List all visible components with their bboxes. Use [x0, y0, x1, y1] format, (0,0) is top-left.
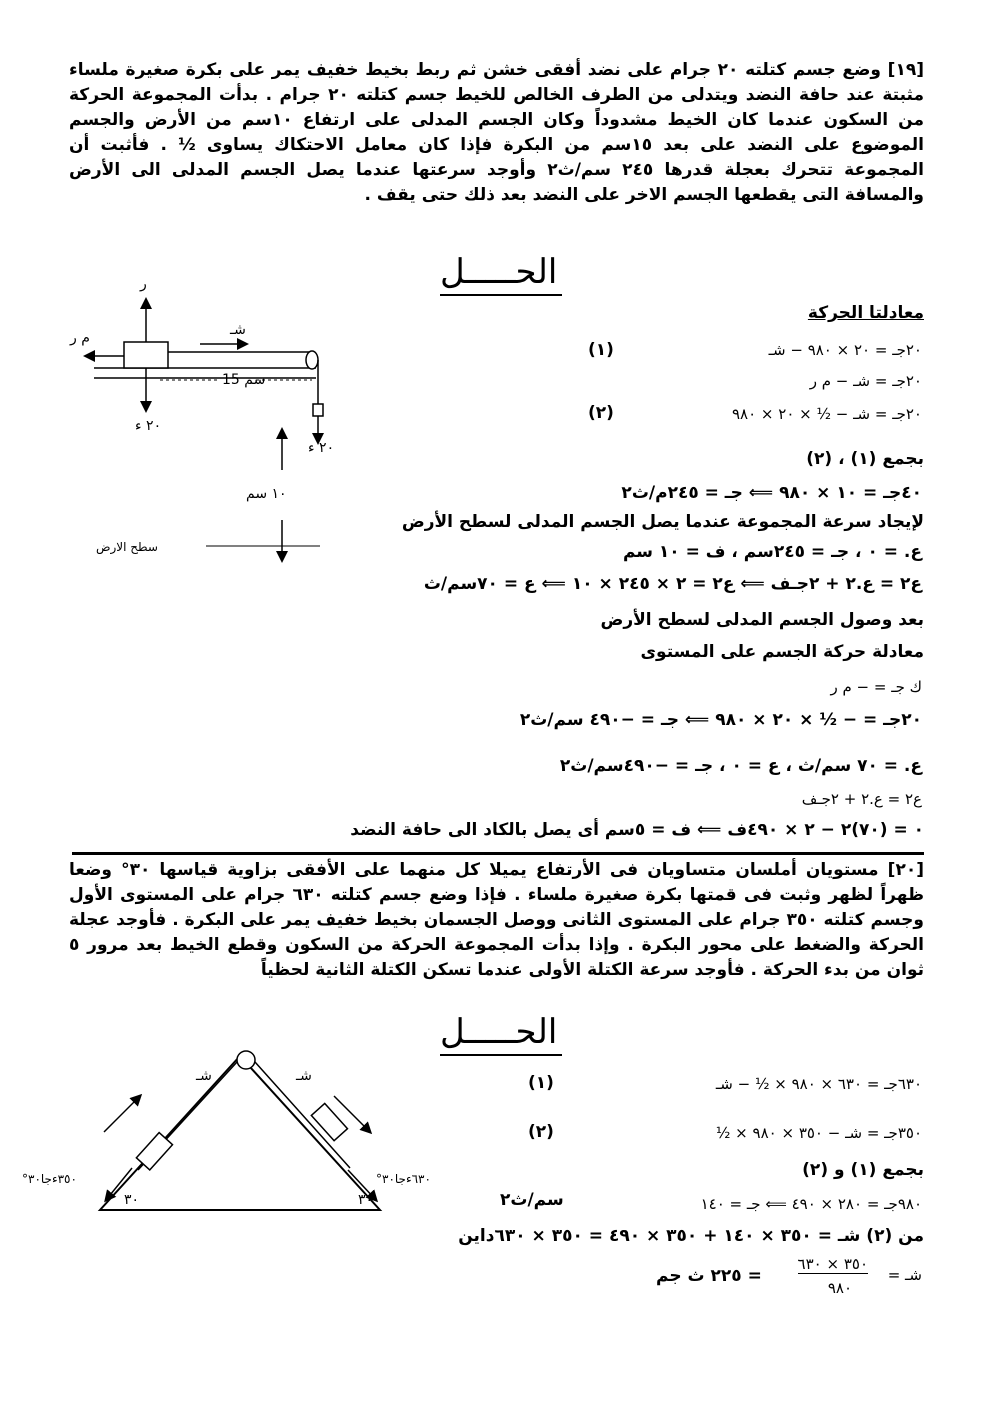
- label-tension-left: شـ: [196, 1068, 212, 1084]
- solution-title-19: الحـــــل: [440, 252, 558, 292]
- equation-2-number: (٢): [588, 403, 614, 423]
- left-motion-arrow: [104, 1096, 140, 1132]
- acceleration-result: ٤٠جـ = ١٠ × ٩٨٠ ⟸ جـ = ٢٤٥م/ث٢: [621, 483, 922, 503]
- equation-2: ٢٠جـ = شـ − ½ × ٢٠ × ٩٨٠: [731, 405, 922, 423]
- final-numerator: ٣٥٠ × ٦٣٠: [797, 1255, 868, 1273]
- incline-equation-2: ٣٥٠جـ = شـ − ٣٥٠ × ٩٨٠ × ½: [715, 1124, 922, 1142]
- incline-equation-1: ٦٣٠جـ = ٦٣٠ × ٩٨٠ × ½ − شـ: [715, 1075, 922, 1093]
- final-lhs: شـ =: [887, 1266, 922, 1284]
- problem-19-statement: [١٩] وضع جسم كتلته ٢٠ جرام على نضد أفقى خشن ثم ربط بخيط خفيف يمر على بكرة صغيرة ملساء مثبتة عند حافة النضد ويتدلى من الطرف الخالص للخيط جسم كتلته ٢٠ جرام . بدأت المجموعة الحركة من السكون عندما كان الخيط مشدوداً وكان الجسم المدلى على ارتفاع ١٠سم من الأرض والجسم الموضوع على النضد على بعد ١٥سم من البكرة فإذا كان معامل الاحتكاك يساوى ½ . فأثبت أن المجموعة تتحرك بعجلة قدرها ٢٤٥ سم/ث٢ وأوجد سرعتها عندما يصل الجسم المدلى الى الأرض والمسافة التى يقطعها الجسم الاخر على النضد بعد ذلك حتى يقف .: [69, 60, 924, 205]
- speed-calculation: ع٢ = ع.٢ + ٢جـف ⟸ ع٢ = ٢ × ٢٤٥ × ١٠ ⟸ ع = ٧٠سم/ث: [423, 574, 922, 594]
- label-hanging-weight: ٢٠ ء: [308, 440, 335, 456]
- plane-equation-1: ك جـ = − م ر: [830, 678, 922, 696]
- incline-acceleration: ٩٨٠جـ = ٢٨٠ × ٤٩٠ ⟸ جـ = ١٤٠: [700, 1195, 922, 1213]
- plane-given: ع. = ٧٠ سم/ث ، ع = ٠ ، جـ = −٤٩٠سم/ث٢: [559, 756, 922, 776]
- pulley-icon: [306, 351, 318, 369]
- label-tension-right: شـ: [296, 1068, 312, 1084]
- heading-equations: معادلتا الحركة: [807, 303, 924, 323]
- plane-motion-heading: معادلة حركة الجسم على المستوى: [640, 642, 924, 662]
- hanging-block: [313, 404, 323, 416]
- sum-heading: بجمع (١) ، (٢): [806, 449, 924, 469]
- label-table-weight: ٢٠ ء: [135, 418, 162, 434]
- label-weight-right: ٦٣٠ءجا٣٠°: [376, 1172, 431, 1186]
- given-values: ع. = ٠ ، جـ = ٢٤٥سم ، ف = ١٠ سم: [622, 542, 922, 562]
- tension-from-eq2: من (٢) شـ = ٣٥٠ × ١٤٠ + ٣٥٠ × ٤٩٠ = ٣٥٠ × ٦٣٠داين: [458, 1226, 924, 1246]
- label-height: ١٠ سم: [246, 486, 287, 502]
- equation-1-number: (١): [588, 340, 614, 360]
- after-landing-heading: بعد وصول الجسم المدلى لسطح الأرض: [600, 610, 924, 630]
- plane-equation-2: ٢٠جـ = − ½ × ٢٠ × ٩٨٠ ⟸ جـ = −٤٩٠ سم/ث٢: [519, 710, 922, 730]
- incline-equation-1-number: (١): [528, 1073, 554, 1093]
- equation-1b: ٢٠جـ = شـ − م ر: [809, 372, 922, 390]
- right-block: [311, 1103, 347, 1140]
- top-pulley-icon: [237, 1051, 255, 1069]
- solution-title-underline-20: [440, 1054, 562, 1056]
- speed-heading: لإيجاد سرعة المجموعة عندما يصل الجسم المدلى لسطح الأرض: [401, 512, 924, 532]
- label-normal: ر: [140, 276, 147, 292]
- distance-result: ٠ = (٧٠)٢ − ٢ × ٤٩٠ف ⟸ ف = ٥سم أى يصل بالكاد الى حافة النضد: [350, 820, 924, 840]
- label-friction: م ر: [70, 330, 90, 346]
- label-angle-left: ٣٠: [124, 1192, 140, 1208]
- incline-acceleration-unit: سم/ث٢: [500, 1190, 564, 1210]
- table-block: [124, 342, 168, 368]
- label-distance: 15 سم: [222, 372, 266, 388]
- incline-sum-heading: بجمع (١) و (٢): [802, 1160, 924, 1180]
- label-weight-left: ٣٥٠ءجا٣٠°: [22, 1172, 77, 1186]
- solution-title-underline: [440, 294, 562, 296]
- section-separator: [72, 852, 924, 855]
- table-pulley-figure: [60, 270, 360, 570]
- label-ground: سطح الارض: [96, 540, 158, 554]
- final-result: = ٢٢٥ ث جم: [656, 1266, 762, 1286]
- final-denominator: ٩٨٠: [827, 1279, 852, 1297]
- problem-20-statement: [٢٠] مستويان أملسان متساويان فى الأرتفاع يميلا كل منهما على الأفقى بزاوية قياسها ٣٠° وضعا ظهراً لظهر وثبت فى قمتها بكرة صغيرة ملساء . فإذا وضع جسم كتلته ٦٣٠ جرام على المستوى الأول وجسم كتلته ٣٥٠ جرام على المستوى الثانى ووصل الجسمان بخيط خفيف يمر على البكرة . فأوجد عجلة الحركة والضغط على محور البكرة . وإذا بدأت المجموعة الحركة من السكون وقطع الخيط بعد مرور ٥ ثوان من بدء الحركة . فأوجد سرعة الكتلة الأولى عندما تسكن الكتلة الثانية لحظياً: [69, 860, 924, 980]
- solution-title-20: الحـــــل: [440, 1012, 558, 1052]
- label-angle-right: ٣٠: [358, 1192, 374, 1208]
- label-tension: شـ: [230, 322, 246, 338]
- right-block-group: [311, 1103, 347, 1140]
- motion-law: ع٢ = ع.٢ + ٢جـف: [801, 790, 922, 808]
- incline-equation-2-number: (٢): [528, 1122, 554, 1142]
- equation-1: ٢٠جـ = ٢٠ × ٩٨٠ − شـ: [768, 341, 922, 359]
